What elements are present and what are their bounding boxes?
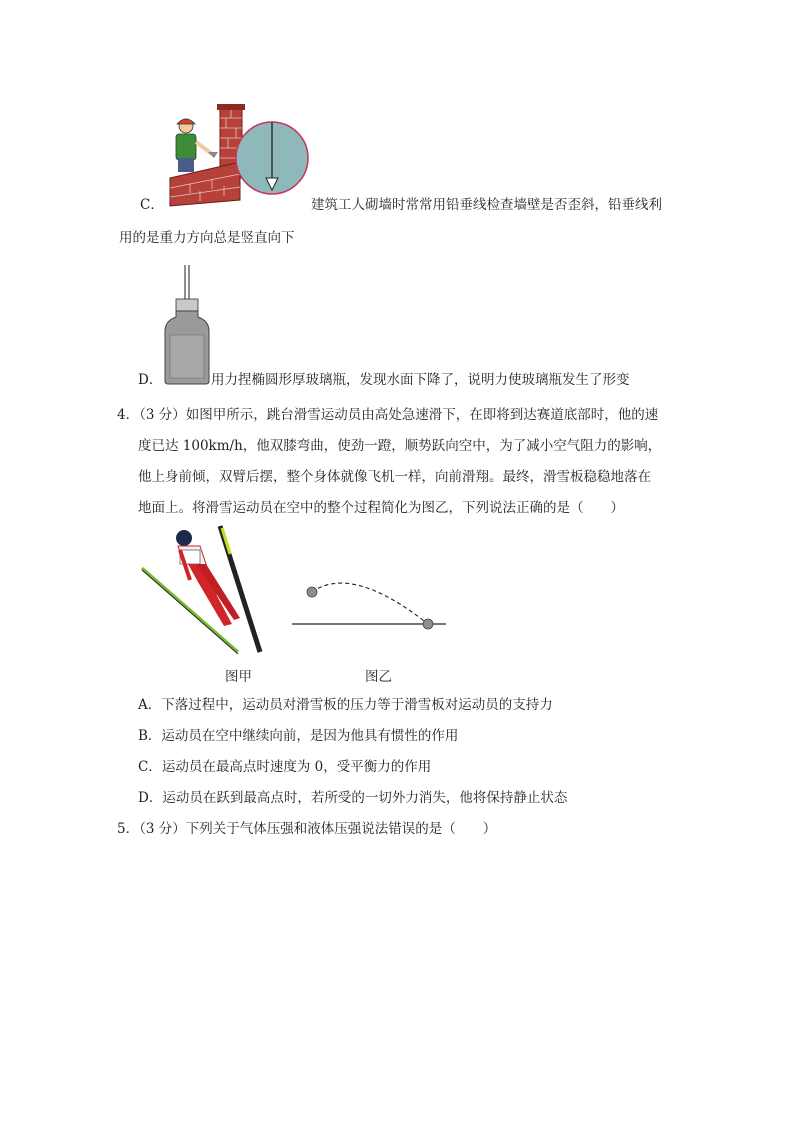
figure-b-caption: 图乙: [365, 669, 392, 685]
q4-stem-line2: 度已达 100km/h，他双膝弯曲，使劲一蹬，顺势跃向空中，为了减小空气阻力的影响，: [138, 438, 662, 454]
figure-a-caption: 图甲: [225, 669, 252, 685]
q3-option-d-text: 用力捏椭圆形厚玻璃瓶，发现水面下降了，说明力使玻璃瓶发生了形变: [211, 372, 630, 388]
q4-option-d: D．运动员在跃到最高点时，若所受的一切外力消失，他将保持静止状态: [138, 790, 568, 806]
ski-jumper-photo: [140, 524, 268, 656]
glass-bottle-illustration: [163, 265, 211, 385]
q3-option-c-text-line2: 用的是重力方向总是竖直向下: [119, 230, 295, 246]
q4-stem-line3: 他上身前倾，双臂后摆，整个身体就像飞机一样，向前滑翔。最终，滑雪板稳稳地落在: [138, 469, 651, 485]
q5-stem: 5．（3 分）下列关于气体压强和液体压强说法错误的是（ ）: [117, 821, 497, 837]
q4-stem-line4: 地面上。将滑雪运动员在空中的整个过程简化为图乙，下列说法正确的是（ ）: [138, 500, 624, 516]
q3-option-d-letter: D．: [138, 372, 163, 388]
q4-option-a: A．下落过程中，运动员对滑雪板的压力等于滑雪板对运动员的支持力: [138, 697, 553, 713]
q4-option-c: C．运动员在最高点时速度为 0，受平衡力的作用: [138, 759, 432, 775]
trajectory-diagram: [292, 574, 448, 634]
bricklayer-illustration: [160, 100, 315, 206]
q3-option-c-text-line1: 建筑工人砌墙时常常用铅垂线检查墙壁是否歪斜，铅垂线利: [311, 197, 662, 213]
q3-option-c-letter: C．: [140, 197, 164, 213]
q4-option-b: B．运动员在空中继续向前，是因为他具有惯性的作用: [138, 728, 459, 744]
q4-stem-line1: 4．（3 分）如图甲所示，跳台滑雪运动员由高处急速滑下，在即将到达赛道底部时，他的速: [117, 407, 659, 423]
